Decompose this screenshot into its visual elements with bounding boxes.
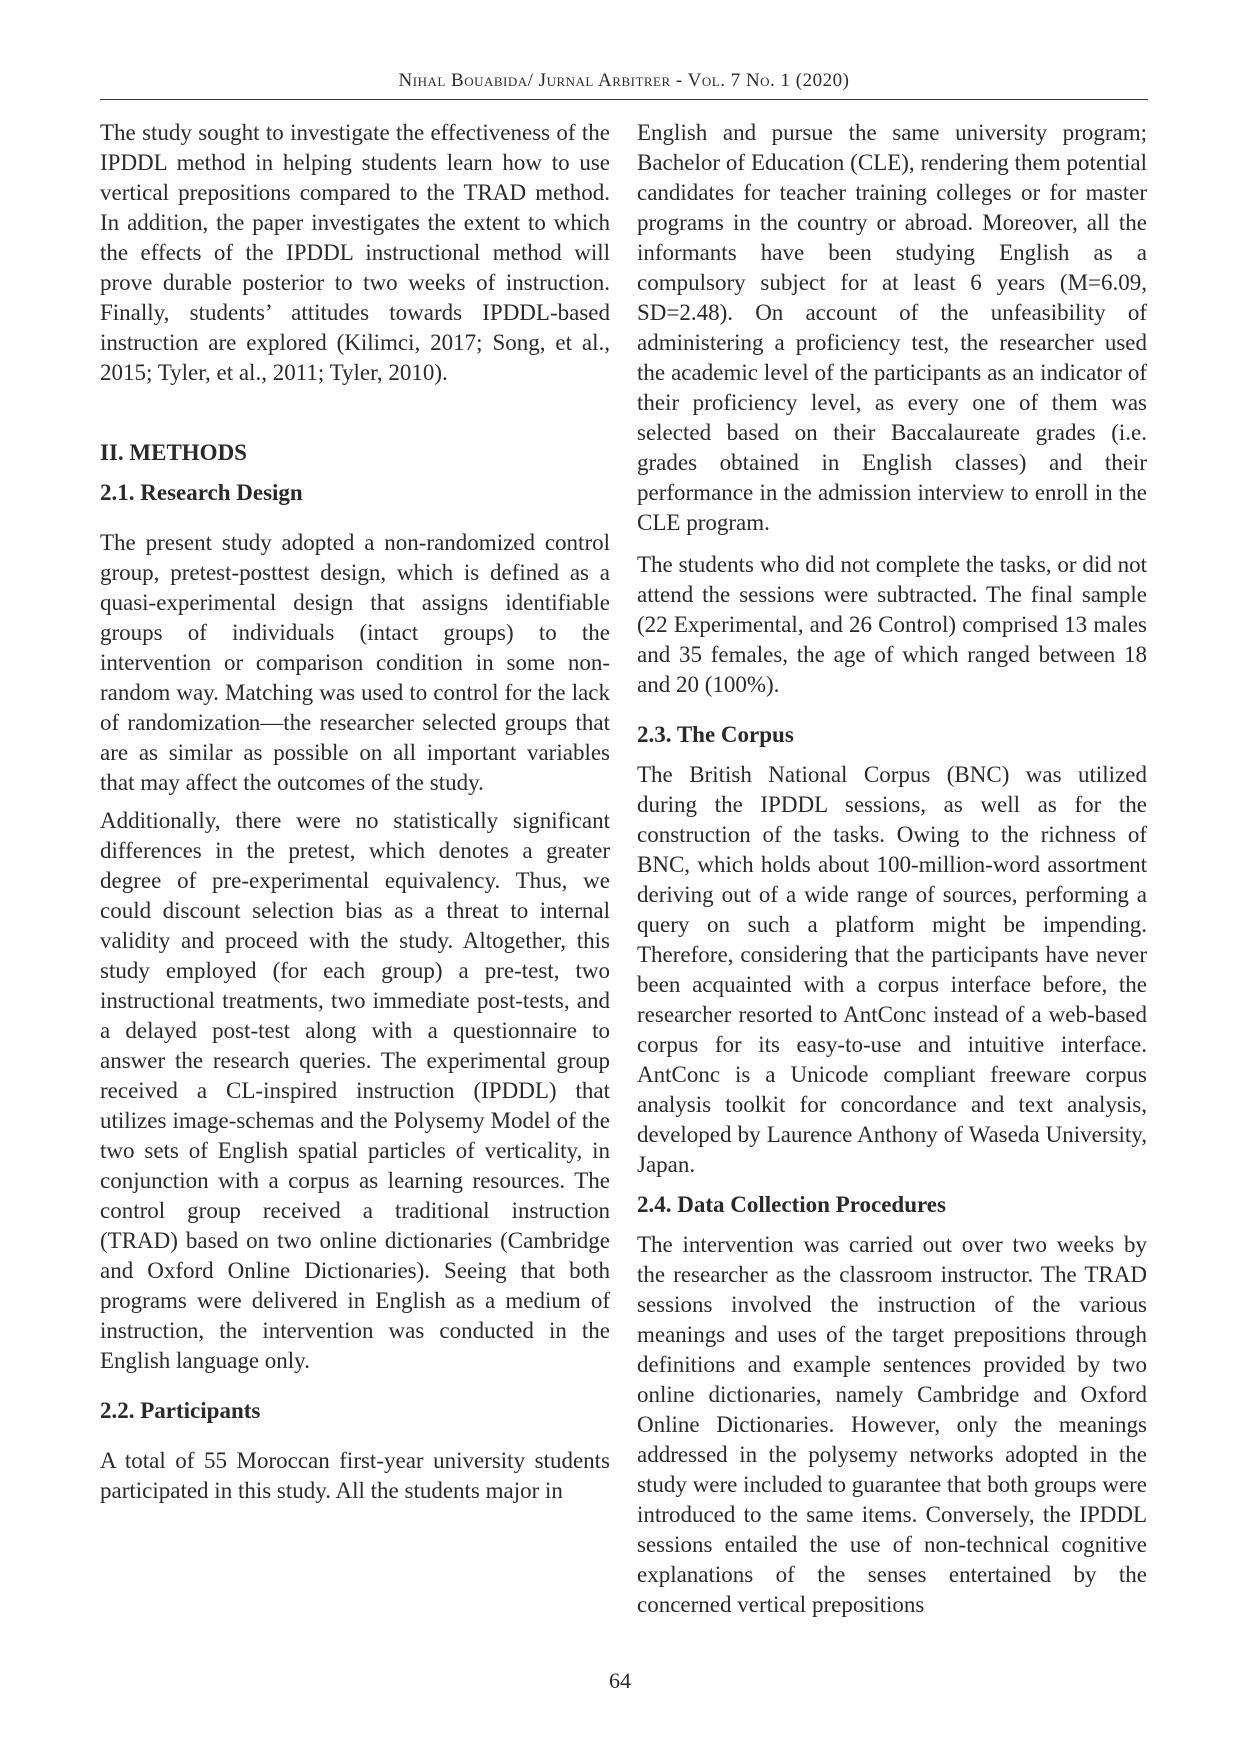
corpus-heading: 2.3. The Corpus [637, 722, 794, 747]
running-header: Nihal Bouabida/ Jurnal Arbitrer - Vol. 7 No. 1 (2020) [398, 70, 850, 91]
participants-paragraph-1: A total of 55 Moroccan first-year university students participated in this study. All the students major in [100, 1448, 610, 1503]
right-column [637, 118, 1147, 1620]
research-design-heading: 2.1. Research Design [100, 480, 303, 505]
header-rule [100, 99, 1148, 100]
intro-paragraph: The study sought to investigate the effectiveness of the IPDDL method in helping students learn how to use vertical prepositions compared to the TRAD method. In addition, the paper investigates the extent to which the effects of the IPDDL instructional method will prove durable posterior to two weeks of instruction. Finally, students’ attitudes towards IPDDL-based instruction are explored (Kilimci, 2017; Song, et al., 2015; Tyler, et al., 2011; Tyler, 2010). [100, 120, 610, 385]
research-design-paragraph-2: Additionally, there were no statistically significant differences in the pretest, which denotes a greater degree of pre-experimental equivalency. Thus, we could discount selection bias as a threat to internal validity and proceed with the study. Altogether, this study employed (for each group) a pre-test, two instructional treatments, two immediate post-tests, and a delayed post-test along with a questionnaire to answer the research queries. The experimental group received a CL-inspired instruction (IPDDL) that utilizes image-schemas and the Polysemy Model of the two sets of English spatial particles of verticality, in conjunction with a corpus as learning resources. The control group received a traditional instruction (TRAD) based on two online dictionaries (Cambridge and Oxford Online Dictionaries). Seeing that both programs were delivered in English as a medium of instruction, the intervention was conducted in the English language only. [100, 808, 610, 1373]
research-design-paragraph-1: The present study adopted a non-randomized control group, pretest-posttest design, which is defined as a quasi-experimental design that assigns identifiable groups of individuals (intact groups) to the intervention or comparison condition in some non-random way. Matching was used to control for the lack of randomization—the researcher selected groups that are as similar as possible on all important variables that may affect the outcomes of the study. [100, 530, 610, 795]
left-column [100, 118, 610, 1506]
participants-paragraph-2: The students who did not complete the tasks, or did not attend the sessions were subtracted. The final sample (22 Experimental, and 26 Control) comprised 13 males and 35 females, the age of which ranged between 18 and 20 (100%). [637, 552, 1147, 697]
data-collection-heading: 2.4. Data Collection Procedures [637, 1192, 946, 1217]
participants-heading: 2.2. Participants [100, 1398, 261, 1423]
corpus-paragraph-1: The British National Corpus (BNC) was utilized during the IPDDL sessions, as well as for the construction of the tasks. Owing to the richness of BNC, which holds about 100-million-word assortment deriving out of a wide range of sources, performing a query on such a platform might be impending. Therefore, considering that the participants have never been acquainted with a corpus interface before, the researcher resorted to AntConc instead of a web-based corpus for its easy-to-use and intuitive interface. AntConc is a Unicode compliant freeware corpus analysis toolkit for concordance and text analysis, developed by Laurence Anthony of Waseda University, Japan. [637, 762, 1147, 1177]
methods-heading: II. METHODS [100, 440, 247, 465]
data-collection-paragraph-1: The intervention was carried out over two weeks by the researcher as the classroom instructor. The TRAD sessions involved the instruction of the various meanings and uses of the target prepositions through definitions and example sentences provided by two online dictionaries, namely Cambridge and Oxford Online Dictionaries. However, only the meanings addressed in the polysemy networks adopted in the study were included to guarantee that both groups were introduced to the same items. Conversely, the IPDDL sessions entailed the use of non-technical cognitive explanations of the senses entertained by the concerned vertical prepositions [637, 1232, 1147, 1617]
page-number: 64 [609, 1668, 631, 1693]
participants-paragraph-continued: English and pursue the same university program; Bachelor of Education (CLE), rendering them potential candidates for teacher training colleges or for master programs in the country or abroad. Moreover, all the informants have been studying English as a compulsory subject for at least 6 years (M=6.09, SD=2.48). On account of the unfeasibility of administering a proficiency test, the researcher used the academic level of the participants as an indicator of their proficiency level, as every one of them was selected based on their Baccalaureate grades (i.e. grades obtained in English classes) and their performance in the admission interview to enroll in the CLE program. [637, 120, 1147, 535]
